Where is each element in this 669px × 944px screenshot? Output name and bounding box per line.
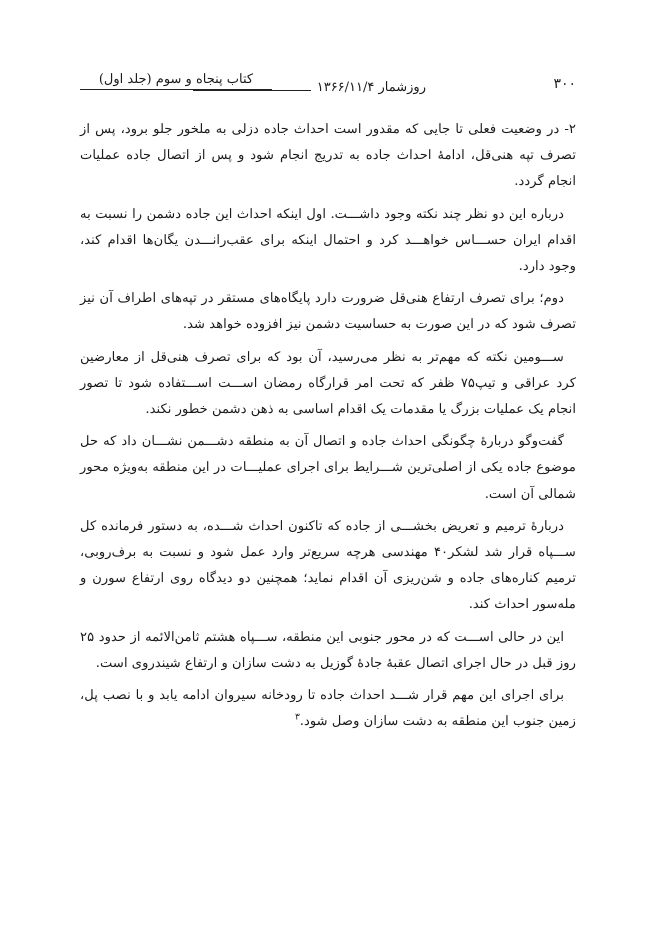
date-label: روزشمار ۱۳۶۶/۱۱/۴ [316,80,426,95]
paragraph-item-2: ۲- در وضعیت فعلی تا جایی که مقدور است احداث جاده دزلی به ملخور جلو برود، پس از تصرف تپه هنی‌قل، ادامهٔ احداث جاده به تدریج انجام شود و پس از اتصال جاده عملیات انجام گردد. [80,122,576,190]
header-rule-left [193,90,311,91]
paragraph-road-repair: دربارهٔ ترمیم و تعریض بخشـــی از جاده که تاکنون احداث شـــده، به دستور فرمانده کل ســـپاه قرار شد لشکر۴۰ مهندسی هرچه سریع‌تر وارد عمل شود و نسبت به برف‌روبی، ترمیم کناره‌های جاده و شن‌ریزی آن اقدام نماید؛ همچنین دو دیدگاه روی ارتفاع سورن و مله‌سور احداث کند. [80,518,576,613]
paragraph-final [80,683,576,735]
running-head [80,72,576,102]
book-title: کتاب پنجاه و سوم (جلد اول) [98,72,254,87]
paragraph-final-text: برای اجرای این مهم قرار شـــد احداث جاده تا رودخانه سیروان ادامه یابد و با نصب پل، زمین جنوب این منطقه به دشت سازان وصل شود. [80,688,576,730]
header-rule-right [80,89,272,90]
paragraph-road-discussion: گفت‌وگو دربارهٔ چگونگی احداث جاده و اتصال آن به منطقه دشـــمن نشـــان داد که حل موضوع جاده یکی از اصلی‌ترین شـــرایط برای اجرای عملیـــات در این منطقه به‌ویژه محور شمالی آن است. [80,434,576,502]
footnote-reference[interactable]: ۳ [294,712,300,723]
body-text [80,117,576,741]
paragraph-southern-axis: این در حالی اســـت که در محور جنوبی این منطقه، ســـپاه هشتم ثامن‌الائمه از حدود ۲۵ روز قبل در حال اجرای اتصال عقبهٔ جادهٔ گوزیل به دشت سازان و ارتفاع شیندروی است. [80,629,576,671]
book-header [80,72,272,90]
paragraph-third-point: ســـومین نکته که مهم‌تر به نظر می‌رسید، آن بود که برای تصرف هنی‌قل از معارضین کرد عراقی و تیپ۷۵ ظفر که تحت امر قرارگاه رمضان اســـت اســـتفاده شود تا تصور انجام یک عملیات بزرگ یا مقدمات یک اقدام اساسی به ذهن دشمن خطور نکند. [80,349,576,418]
paragraph-two-views: درباره این دو نظر چند نکته وجود داشـــت. اول اینکه احداث این جاده دشمن را نسبت به اقدام ایران حســـاس خواهـــد کرد و احتمال اینکه برای عقب‌رانـــدن یگان‌ها اقدام کند، وجود دارد. [80,206,576,275]
paragraph-second-point: دوم؛ برای تصرف ارتفاع هنی‌قل ضرورت دارد پایگاه‌های مستقر در تپه‌های اطراف آن نیز تصرف شود که در این صورت به حساسیت دشمن نیز افزوده خواهد شد. [80,291,576,333]
page-number: ۳۰۰ [553,76,576,92]
